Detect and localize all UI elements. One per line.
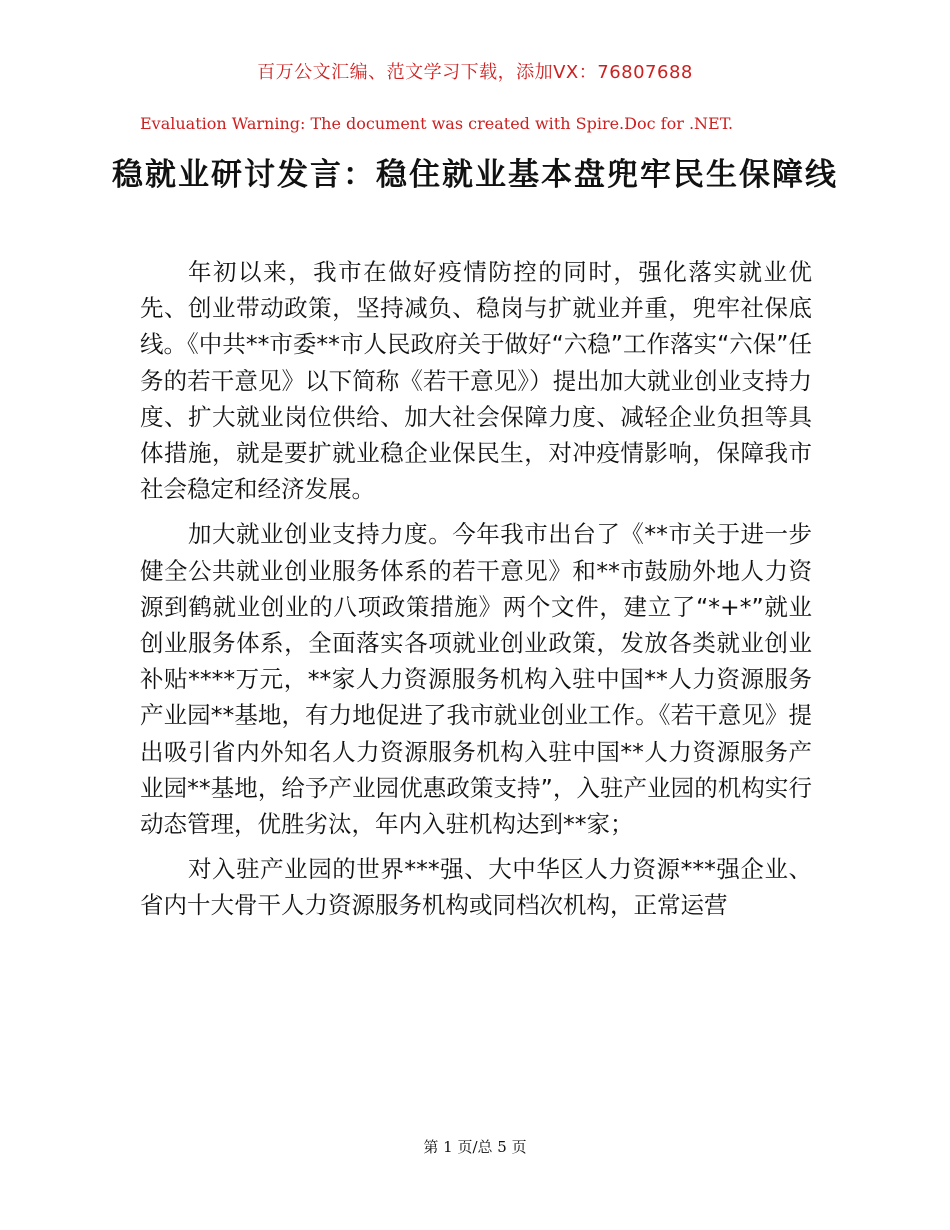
- paragraph-3: 对入驻产业园的世界***强、大中华区人力资源***强企业、省内十大骨干人力资源服务机构或同档次机构，正常运营: [140, 855, 812, 920]
- paragraph-1: 年初以来，我市在做好疫情防控的同时，强化落实就业优先、创业带动政策，坚持减负、稳岗与扩就业并重，兜牢社保底线。《中共**市委**市人民政府关于做好“六稳”工作落实“六保”任务的若干意见》以下简称《若干意见》）提出加大就业创业支持力度、扩大就业岗位供给、加大社会保障力度、减轻企业负担等具体措施，就是要扩就业稳企业保民生，对冲疫情影响，保障我市社会稳定和经济发展。: [140, 258, 812, 504]
- evaluation-warning: Evaluation Warning: The document was created with Spire.Doc for .NET.: [140, 114, 734, 133]
- paragraph-2: 加大就业创业支持力度。今年我市出台了《**市关于进一步健全公共就业创业服务体系的若干意见》和**市鼓励外地人力资源到鹤就业创业的八项政策措施》两个文件，建立了“*+*”就业创业服务体系，全面落实各项就业创业政策，发放各类就业创业补贴****万元，**家人力资源服务机构入驻中国**人力资源服务产业园**基地，有力地促进了我市就业创业工作。《若干意见》提出吸引省内外知名人力资源服务机构入驻中国**人力资源服务产业园**基地，给予产业园优惠政策支持”，入驻产业园的机构实行动态管理，优胜劣汰，年内入驻机构达到**家；: [140, 520, 812, 839]
- page-footer: 第 1 页/总 5 页: [423, 1138, 527, 1156]
- document-body: [140, 254, 812, 933]
- header-banner: 百万公文汇编、范文学习下载，添加VX：76807688: [257, 62, 693, 83]
- document-title: 稳就业研讨发言：稳住就业基本盘兜牢民生保障线: [112, 157, 838, 193]
